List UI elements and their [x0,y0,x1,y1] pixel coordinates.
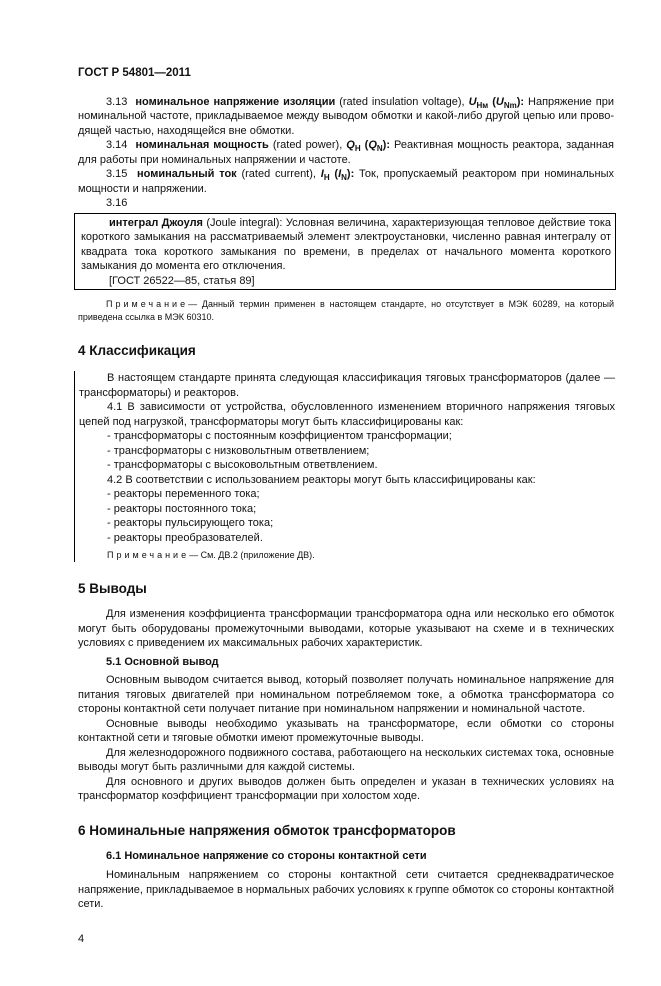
section-5-title: 5 Выводы [78,581,147,596]
list-item: - реакторы переменного тока; [107,488,260,500]
term-3-16-box [74,213,616,291]
note-3-16 [78,298,614,324]
term-3-13: 3.13 номинальное напряжение изоляции (rated insulation voltage), $U_{Нм}$ $(U_{Nm})$: Напряжение при номинальной частоте, прикладываемое между выводом обмотки и какой-либо другой цепью или прово-дящей частью, находящейся вне обмотки. [78,95,614,137]
note-label: Примечание [106,299,189,309]
page-number: 4 [78,932,85,945]
term-3-16-number [78,196,614,211]
term-english: (Joule integral): [206,216,283,229]
paragraph: Для железнодорожного подвижного состава, работающего на нескольких системах тока, основные выводы могут быть различными для каждой системы. [78,746,614,773]
document-header: ГОСТ Р 54801—2011 [78,67,191,79]
term-english: (rated insulation voltage), [339,95,465,108]
subsection-5-1-title: 5.1 Основной вывод [106,655,219,668]
term-symbol-alt-sub: Nm [503,100,517,110]
term-number: 3.14 [106,139,128,151]
paragraph: Номинальным напряжением со стороны контактной сети считается среднеквадратическое напряжение, прикладываемое в нормальных рабочих условиях к группе обмоток со стороны контактной сети. [78,869,614,910]
section-4-title: 4 Классификация [78,343,196,358]
term-symbol: U [468,95,477,108]
term-symbol-alt-sub: N [341,173,347,183]
list-item: - трансформаторы с высоковольтным ответвлением. [107,459,378,471]
term-number: 3.16 [106,197,128,209]
list-item: - трансформаторы с низковольтным ответвлением; [107,444,370,457]
section-4-body [74,371,615,562]
term-3-15: 3.15 номинальный ток (rated current), $I_Н$ $(I_N)$: Ток, пропускаемый реактором при номинальных мощности и напряжении. [78,168,615,195]
paragraph: В настоящем стандарте принята следующая классификация тяговых трансформаторов (далее — трансформаторы) и реакторов. [79,372,615,399]
term-symbol-sub: Нм [476,100,489,110]
note-text: — См. ДВ.2 (приложение ДВ). [189,550,315,560]
list-item: - реакторы постоянного тока; [107,502,257,515]
paragraph-4-2: 4.2 В соответствии с использованием реакторы могут быть классифицированы как: [107,473,536,486]
term-symbol-sub: Н [354,144,361,154]
term-name: номинальная мощность [135,139,269,151]
note-label: Примечание [107,550,190,560]
term-name: интеграл Джоуля [109,216,203,229]
paragraph-4-1: 4.1 В зависимости от устройства, обусловленного изменением вторичного напряжения тяговых цепей под нагрузкой, трансформаторы могут быть классифицированы как: [79,401,615,428]
term-reference: [ГОСТ 26522—85, статья 89] [109,274,255,287]
term-name: номинальный ток [137,168,237,180]
paragraph: Основным выводом считается вывод, который позволяет получать номинальное напряжение для питания тяговых двигателей при номинальном потребляемом токе, а обмотка трансформатора со стороны контактной сети получает питание при номинальном напряжении и номинальной частоте. [78,674,614,715]
subsection-6-1-title: 6.1 Номинальное напряжение со стороны контактной сети [106,849,427,862]
term-definition: Напряжение при номинальной частоте, прикладываемое между выводом обмотки и какой-либо другой цепью или прово-дящей частью, находящейся вне обмотки. [78,95,614,137]
list-item: - трансформаторы с постоянным коэффициентом трансформации; [107,430,452,442]
term-symbol-alt-sub: N [376,144,383,154]
term-number: 3.13 [106,95,128,108]
term-number: 3.15 [106,168,128,180]
paragraph: Для изменения коэффициента трансформации трансформатора одна или несколько его обмоток могут быть оборудованы промежуточными выводами, которые указывают на схеме и в технических условиях с приведением их максимальных рабочих характеристик. [78,608,614,649]
term-symbol: Q [346,139,355,151]
term-symbol-alt: U [495,95,504,108]
term-symbol-sub: Н [323,173,330,183]
list-item: - реакторы пульсирующего тока; [107,517,274,529]
list-item: - реакторы преобразователей. [107,531,263,544]
term-symbol: I [320,168,324,180]
note-text: — Данный термин применен в настоящем стандарте, но отсутствует в МЭК 60289, на который приведена ссылка в МЭК 60310. [78,299,614,322]
paragraph: Для основного и других выводов должен быть определен и указан в технических условиях на трансформатор коэффициент трансформации при холостом ходе. [78,775,614,802]
term-english: (rated current), [241,168,316,180]
term-definition: Реактивная мощность реактора, заданная для работы при номинальных напряжении и частоте. [78,139,614,166]
section-6-title: 6 Номинальные напряжения обмоток трансформаторов [78,822,456,838]
section-5-body [78,607,614,804]
term-name: номинальное напряжение изоляции [135,95,336,108]
term-definition: Условная величина, характеризующая тепловое действие тока короткого замыкания на рассматриваемый элемент электроустановки, численно равная интегралу от квадрата тока короткого замыкания по времени, в пределах от начального момента короткого замыкания до момента его отключения. [81,216,611,272]
term-symbol-alt: I [338,168,342,180]
term-english: (rated power), [272,139,343,151]
term-symbol-alt: Q [368,139,377,151]
paragraph: Основные выводы необходимо указывать на трансформаторе, если обмотки со стороны контактной сети и тяговые обмотки имеют промежуточные выводы. [78,717,614,744]
term-3-14: 3.14 номинальная мощность (rated power), $Q_Н$ $(Q_N)$: Реактивная мощность реактора, заданная для работы при номинальных напряжении и частоте. [78,139,614,166]
term-definition: Ток, пропускаемый реактором при номинальных мощности и напряжении. [78,168,615,195]
section-6-body [78,849,614,912]
